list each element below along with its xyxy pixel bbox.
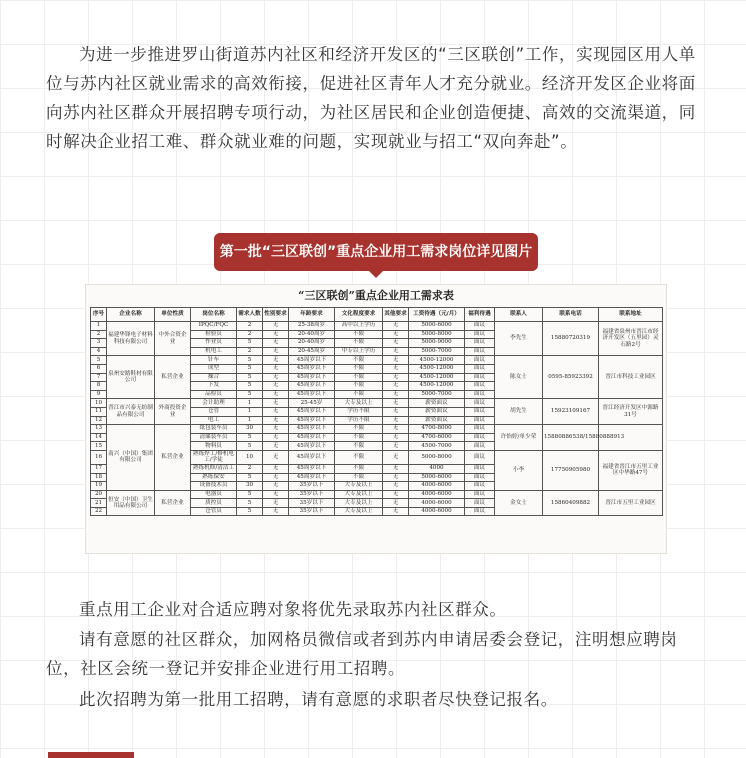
cell-age: 35岁以下 xyxy=(289,499,335,508)
cell-sex: 无 xyxy=(263,442,289,451)
table-row xyxy=(91,425,663,434)
header-no: 序号 xyxy=(91,308,107,322)
cell-pay: 4700-8000 xyxy=(409,425,465,434)
cell-job: 会计助理 xyxy=(191,399,237,408)
header-type: 单位性质 xyxy=(155,308,191,322)
cell-pay: 4500-12000 xyxy=(409,373,465,382)
cell-phone: 0595-85923392 xyxy=(543,356,599,399)
cell-welfare: 面议 xyxy=(465,382,495,391)
cell-pay: 薪资面议 xyxy=(409,407,465,416)
cell-edu: 不限 xyxy=(335,464,383,473)
cell-age: 45周岁以下 xyxy=(289,450,335,464)
cell-sex: 无 xyxy=(263,507,289,516)
cell-num: 30 xyxy=(237,425,263,434)
cell-company: 晋江市兴泰无纺制品有限公司 xyxy=(107,399,155,425)
table-row xyxy=(91,490,663,499)
cell-sex: 无 xyxy=(263,433,289,442)
cell-welfare: 面议 xyxy=(465,499,495,508)
cell-edu: 不限 xyxy=(335,425,383,434)
cell-welfare: 面议 xyxy=(465,399,495,408)
cell-other: 无 xyxy=(383,373,409,382)
cell-num: 5 xyxy=(237,433,263,442)
job-demand-table xyxy=(90,307,663,516)
cell-no: 16 xyxy=(91,450,107,464)
cell-edu: 不限 xyxy=(335,356,383,365)
cell-age: 45周岁以下 xyxy=(289,433,335,442)
cell-type: 私营企业 xyxy=(155,356,191,399)
cell-job: 机电工 xyxy=(191,347,237,356)
cell-job: 仓管 xyxy=(191,407,237,416)
cell-welfare: 面议 xyxy=(465,347,495,356)
cell-pay: 4500-7000 xyxy=(409,442,465,451)
cell-pay: 5000-8000 xyxy=(409,330,465,339)
cell-pay: 5000-7000 xyxy=(409,347,465,356)
cell-other: 无 xyxy=(383,390,409,399)
cell-no: 3 xyxy=(91,339,107,348)
cell-job: 熟练焊工/修机电工/学徒 xyxy=(191,450,237,464)
cell-welfare: 面议 xyxy=(465,339,495,348)
cell-type: 私营企业 xyxy=(155,425,191,491)
cell-job: 品检员 xyxy=(191,390,237,399)
cell-num: 1 xyxy=(237,416,263,425)
cell-sex: 无 xyxy=(263,416,289,425)
cell-num: 5 xyxy=(237,473,263,482)
cell-other: 无 xyxy=(383,339,409,348)
header-num: 需求人数 xyxy=(237,308,263,322)
cell-edu: 学历不限 xyxy=(335,416,383,425)
cell-sex: 无 xyxy=(263,464,289,473)
cell-sex: 无 xyxy=(263,339,289,348)
cell-sex: 无 xyxy=(263,399,289,408)
cell-phone: 15860409882 xyxy=(543,490,599,516)
cell-pay: 4500-12000 xyxy=(409,356,465,365)
cell-welfare: 面议 xyxy=(465,442,495,451)
cell-no: 22 xyxy=(91,507,107,516)
cell-phone: 15880886538/15880888913 xyxy=(543,425,599,451)
cell-age: 45周岁以下 xyxy=(289,382,335,391)
cell-age: 45周岁以下 xyxy=(289,464,335,473)
cell-no: 4 xyxy=(91,347,107,356)
cell-sex: 无 xyxy=(263,390,289,399)
cell-age: 35岁以下 xyxy=(289,507,335,516)
cell-job: 针车 xyxy=(191,356,237,365)
cell-welfare: 面议 xyxy=(465,364,495,373)
cell-welfare: 面议 xyxy=(465,490,495,499)
registration-note: 请有意愿的社区群众，加网格员微信或者到苏内申请居委会登记，注明想应聘岗位，社区会统一登记并安排企业进行用工招聘。 xyxy=(46,630,678,678)
cell-sex: 无 xyxy=(263,473,289,482)
cell-num: 5 xyxy=(237,442,263,451)
cell-address: 晋江经济开发区中源路31号 xyxy=(599,399,663,425)
cell-company: 恒安（中国）卫生用品有限公司 xyxy=(107,490,155,516)
cell-address: 福建省晋江市五里工业区中华路47号 xyxy=(599,450,663,490)
cell-age: 45周岁以下 xyxy=(289,373,335,382)
section-banner: 第一批“三区联创”重点企业用工需求岗位详见图片 xyxy=(214,233,538,271)
cell-pay: 4000 xyxy=(409,464,465,473)
cell-edu: 不限 xyxy=(335,390,383,399)
table-row xyxy=(91,356,663,365)
cell-welfare: 面议 xyxy=(465,464,495,473)
cell-edu: 不限 xyxy=(335,450,383,464)
cell-edu: 不限 xyxy=(335,373,383,382)
cell-welfare: 面议 xyxy=(465,390,495,399)
cell-other: 无 xyxy=(383,356,409,365)
cell-num: 5 xyxy=(237,364,263,373)
table-row xyxy=(91,399,663,408)
cell-age: 35岁以下 xyxy=(289,482,335,491)
cell-sex: 无 xyxy=(263,373,289,382)
cell-contact: 胡先生 xyxy=(495,399,543,425)
cell-job: 电器员 xyxy=(191,490,237,499)
header-sex: 性别要求 xyxy=(263,308,289,322)
cell-pay: 5000-6000 xyxy=(409,322,465,331)
cell-age: 45周岁以下 xyxy=(289,407,335,416)
cell-age: 45周岁以下 xyxy=(289,390,335,399)
cell-edu: 不限 xyxy=(335,364,383,373)
cell-no: 2 xyxy=(91,330,107,339)
cell-num: 2 xyxy=(237,330,263,339)
cell-edu: 高中以上学历 xyxy=(335,322,383,331)
cell-company: 南兴（中国）集团有限公司 xyxy=(107,425,155,491)
cell-age: 25-45岁 xyxy=(289,399,335,408)
cell-age: 45周岁以下 xyxy=(289,473,335,482)
cell-other: 无 xyxy=(383,347,409,356)
cell-no: 10 xyxy=(91,399,107,408)
cell-num: 5 xyxy=(237,382,263,391)
cell-no: 11 xyxy=(91,407,107,416)
cell-company: 福建华锋电子材料科技有限公司 xyxy=(107,322,155,356)
cell-edu: 大专及以上 xyxy=(335,507,383,516)
cell-edu: 大专及以上 xyxy=(335,482,383,491)
cell-age: 20-40周岁 xyxy=(289,339,335,348)
cell-other: 无 xyxy=(383,382,409,391)
cell-job: 下发 xyxy=(191,382,237,391)
cell-welfare: 面议 xyxy=(465,473,495,482)
cell-sex: 无 xyxy=(263,407,289,416)
cell-other: 无 xyxy=(383,442,409,451)
cell-welfare: 面议 xyxy=(465,373,495,382)
cell-job: 成型 xyxy=(191,364,237,373)
cell-job: 设备技术员 xyxy=(191,482,237,491)
cell-pay: 薪资面议 xyxy=(409,399,465,408)
cell-pay: 5000-9000 xyxy=(409,339,465,348)
cell-no: 8 xyxy=(91,382,107,391)
cell-pay: 5000-8000 xyxy=(409,450,465,464)
header-other: 其他要求 xyxy=(383,308,409,322)
cell-sex: 无 xyxy=(263,499,289,508)
cell-welfare: 面议 xyxy=(465,330,495,339)
cell-edu: 学历不限 xyxy=(335,407,383,416)
cell-num: 1 xyxy=(237,399,263,408)
cell-no: 12 xyxy=(91,416,107,425)
cell-num: 5 xyxy=(237,499,263,508)
cell-edu: 不限 xyxy=(335,339,383,348)
header-phone: 联系电话 xyxy=(543,308,599,322)
cell-other: 无 xyxy=(383,322,409,331)
header-company: 企业名称 xyxy=(107,308,155,322)
cell-no: 7 xyxy=(91,373,107,382)
cell-job: 作业员 xyxy=(191,339,237,348)
cell-pay: 薪资面议 xyxy=(409,416,465,425)
cell-job: 仓管员 xyxy=(191,507,237,516)
job-table-image xyxy=(85,284,667,554)
cell-sex: 无 xyxy=(263,425,289,434)
cell-num: 10 xyxy=(237,450,263,464)
cell-pay: 5000-6000 xyxy=(409,473,465,482)
cell-edu: 大专及以上 xyxy=(335,490,383,499)
cell-pay: 4500-12000 xyxy=(409,364,465,373)
cell-welfare: 面议 xyxy=(465,356,495,365)
cell-sex: 无 xyxy=(263,330,289,339)
cell-age: 45周岁以下 xyxy=(289,442,335,451)
cell-other: 无 xyxy=(383,499,409,508)
cell-no: 1 xyxy=(91,322,107,331)
cell-job: 质控员 xyxy=(191,499,237,508)
cell-other: 无 xyxy=(383,425,409,434)
header-welfare: 福利待遇 xyxy=(465,308,495,322)
cell-no: 6 xyxy=(91,364,107,373)
cell-other: 无 xyxy=(383,399,409,408)
cell-pay: 4000-6000 xyxy=(409,490,465,499)
cell-edu: 大专及以上 xyxy=(335,499,383,508)
cell-other: 无 xyxy=(383,407,409,416)
header-edu: 文化程度要求 xyxy=(335,308,383,322)
cell-no: 19 xyxy=(91,482,107,491)
cell-num: 2 xyxy=(237,464,263,473)
cell-edu: 不限 xyxy=(335,382,383,391)
cell-other: 无 xyxy=(383,490,409,499)
header-address: 联系地址 xyxy=(599,308,663,322)
cell-num: 5 xyxy=(237,490,263,499)
cell-sex: 无 xyxy=(263,450,289,464)
cell-job: 操合 xyxy=(191,373,237,382)
cell-no: 14 xyxy=(91,433,107,442)
cell-type: 私营企业 xyxy=(155,490,191,516)
cell-num: 5 xyxy=(237,390,263,399)
cell-num: 2 xyxy=(237,322,263,331)
cell-no: 13 xyxy=(91,425,107,434)
batch-note: 此次招聘为第一批用工招聘，请有意愿的求职者尽快登记报名。 xyxy=(79,690,558,709)
cell-num: 5 xyxy=(237,356,263,365)
cell-age: 35岁以下 xyxy=(289,490,335,499)
cell-edu: 不限 xyxy=(335,473,383,482)
cell-other: 无 xyxy=(383,450,409,464)
cell-phone: 17750905980 xyxy=(543,450,599,490)
cell-type: 外商投资企业 xyxy=(155,399,191,425)
cell-num: 5 xyxy=(237,339,263,348)
cell-no: 21 xyxy=(91,499,107,508)
banner-pointer xyxy=(368,270,384,278)
cell-welfare: 面议 xyxy=(465,433,495,442)
cell-job: 物料员 xyxy=(191,442,237,451)
cell-phone: 15923109167 xyxy=(543,399,599,425)
cell-sex: 无 xyxy=(263,347,289,356)
cell-address: 福建省泉州市晋江市经济开发区（五里园）灵石路2号 xyxy=(599,322,663,356)
cell-pay: 5000-7000 xyxy=(409,390,465,399)
header-job: 岗位名称 xyxy=(191,308,237,322)
cell-num: 2 xyxy=(237,347,263,356)
priority-note: 重点用工企业对合适应聘对象将优先录取苏内社区群众。 xyxy=(79,600,507,619)
cell-welfare: 面议 xyxy=(465,450,495,464)
cell-pay: 4000-6000 xyxy=(409,482,465,491)
table-header-row xyxy=(91,308,663,322)
cell-company: 泉州安踏鞋材有限公司 xyxy=(107,356,155,399)
cell-sex: 无 xyxy=(263,382,289,391)
cell-age: 45周岁以下 xyxy=(289,356,335,365)
cell-job: 熟练保安 xyxy=(191,473,237,482)
cell-other: 无 xyxy=(383,507,409,516)
cell-sex: 无 xyxy=(263,364,289,373)
cell-other: 无 xyxy=(383,473,409,482)
table-row xyxy=(91,322,663,331)
cell-job: 清储装车员 xyxy=(191,433,237,442)
cell-job: 纸包装车员 xyxy=(191,425,237,434)
cell-other: 无 xyxy=(383,464,409,473)
cell-other: 无 xyxy=(383,433,409,442)
cell-no: 17 xyxy=(91,464,107,473)
cell-address: 晋江市五里工业园区 xyxy=(599,490,663,516)
cell-phone: 15880720319 xyxy=(543,322,599,356)
cell-other: 无 xyxy=(383,330,409,339)
cell-no: 20 xyxy=(91,490,107,499)
bottom-accent-bar xyxy=(48,752,134,758)
cell-welfare: 面议 xyxy=(465,425,495,434)
cell-other: 无 xyxy=(383,364,409,373)
cell-other: 无 xyxy=(383,416,409,425)
cell-sex: 无 xyxy=(263,356,289,365)
cell-sex: 无 xyxy=(263,322,289,331)
cell-no: 9 xyxy=(91,390,107,399)
cell-job: 检验员 xyxy=(191,330,237,339)
cell-job: 熟练机修/清洁工 xyxy=(191,464,237,473)
cell-age: 20-40周岁 xyxy=(289,330,335,339)
cell-no: 18 xyxy=(91,473,107,482)
cell-sex: 无 xyxy=(263,482,289,491)
cell-contact: 许怡婷/单少荣 xyxy=(495,425,543,451)
cell-contact: 金女士 xyxy=(495,490,543,516)
cell-edu: 不限 xyxy=(335,433,383,442)
cell-welfare: 面议 xyxy=(465,407,495,416)
cell-age: 45周岁以下 xyxy=(289,425,335,434)
cell-welfare: 面议 xyxy=(465,507,495,516)
cell-welfare: 面议 xyxy=(465,482,495,491)
cell-other: 无 xyxy=(383,482,409,491)
cell-edu: 不限 xyxy=(335,330,383,339)
header-contact: 联系人 xyxy=(495,308,543,322)
cell-age: 45周岁以下 xyxy=(289,364,335,373)
cell-welfare: 面议 xyxy=(465,322,495,331)
cell-sex: 无 xyxy=(263,490,289,499)
cell-job: IPQC/FQC xyxy=(191,322,237,331)
cell-num: 5 xyxy=(237,373,263,382)
table-title: “三区联创”重点企业用工需求表 xyxy=(298,289,454,302)
cell-welfare: 面议 xyxy=(465,416,495,425)
cell-contact: 陈女士 xyxy=(495,356,543,399)
header-pay: 工资待遇（元/月） xyxy=(409,308,465,322)
cell-type: 中外合资企业 xyxy=(155,322,191,356)
cell-address: 晋江市科技工业园区 xyxy=(599,356,663,399)
cell-num: 5 xyxy=(237,507,263,516)
cell-pay: 4700-6000 xyxy=(409,433,465,442)
cell-age: 45周岁以下 xyxy=(289,416,335,425)
cell-pay: 4000-6000 xyxy=(409,499,465,508)
cell-num: 30 xyxy=(237,482,263,491)
cell-pay: 4000-6000 xyxy=(409,507,465,516)
cell-age: 20-45周岁 xyxy=(289,347,335,356)
cell-no: 15 xyxy=(91,442,107,451)
cell-pay: 4500-12000 xyxy=(409,382,465,391)
cell-edu: 不限 xyxy=(335,442,383,451)
cell-job: 电工 xyxy=(191,416,237,425)
cell-contact: 李先生 xyxy=(495,322,543,356)
cell-edu: 大专及以上 xyxy=(335,399,383,408)
cell-edu: 中专以上学历 xyxy=(335,347,383,356)
cell-num: 1 xyxy=(237,407,263,416)
cell-contact: 小李 xyxy=(495,450,543,490)
cell-age: 25-38周岁 xyxy=(289,322,335,331)
intro-paragraph: 为进一步推进罗山街道苏内社区和经济开发区的“三区联创”工作，实现园区用人单位与苏内社区就业需求的高效衔接，促进社区青年人才充分就业。经济开发区企业将面向苏内社区群众开展招聘专项行动，为社区居民和企业创造便捷、高效的交流渠道，同时解决企业招工难、群众就业难的问题，实现就业与招工“双向奔赴”。 xyxy=(46,45,696,151)
cell-no: 5 xyxy=(91,356,107,365)
header-age: 年龄要求 xyxy=(289,308,335,322)
